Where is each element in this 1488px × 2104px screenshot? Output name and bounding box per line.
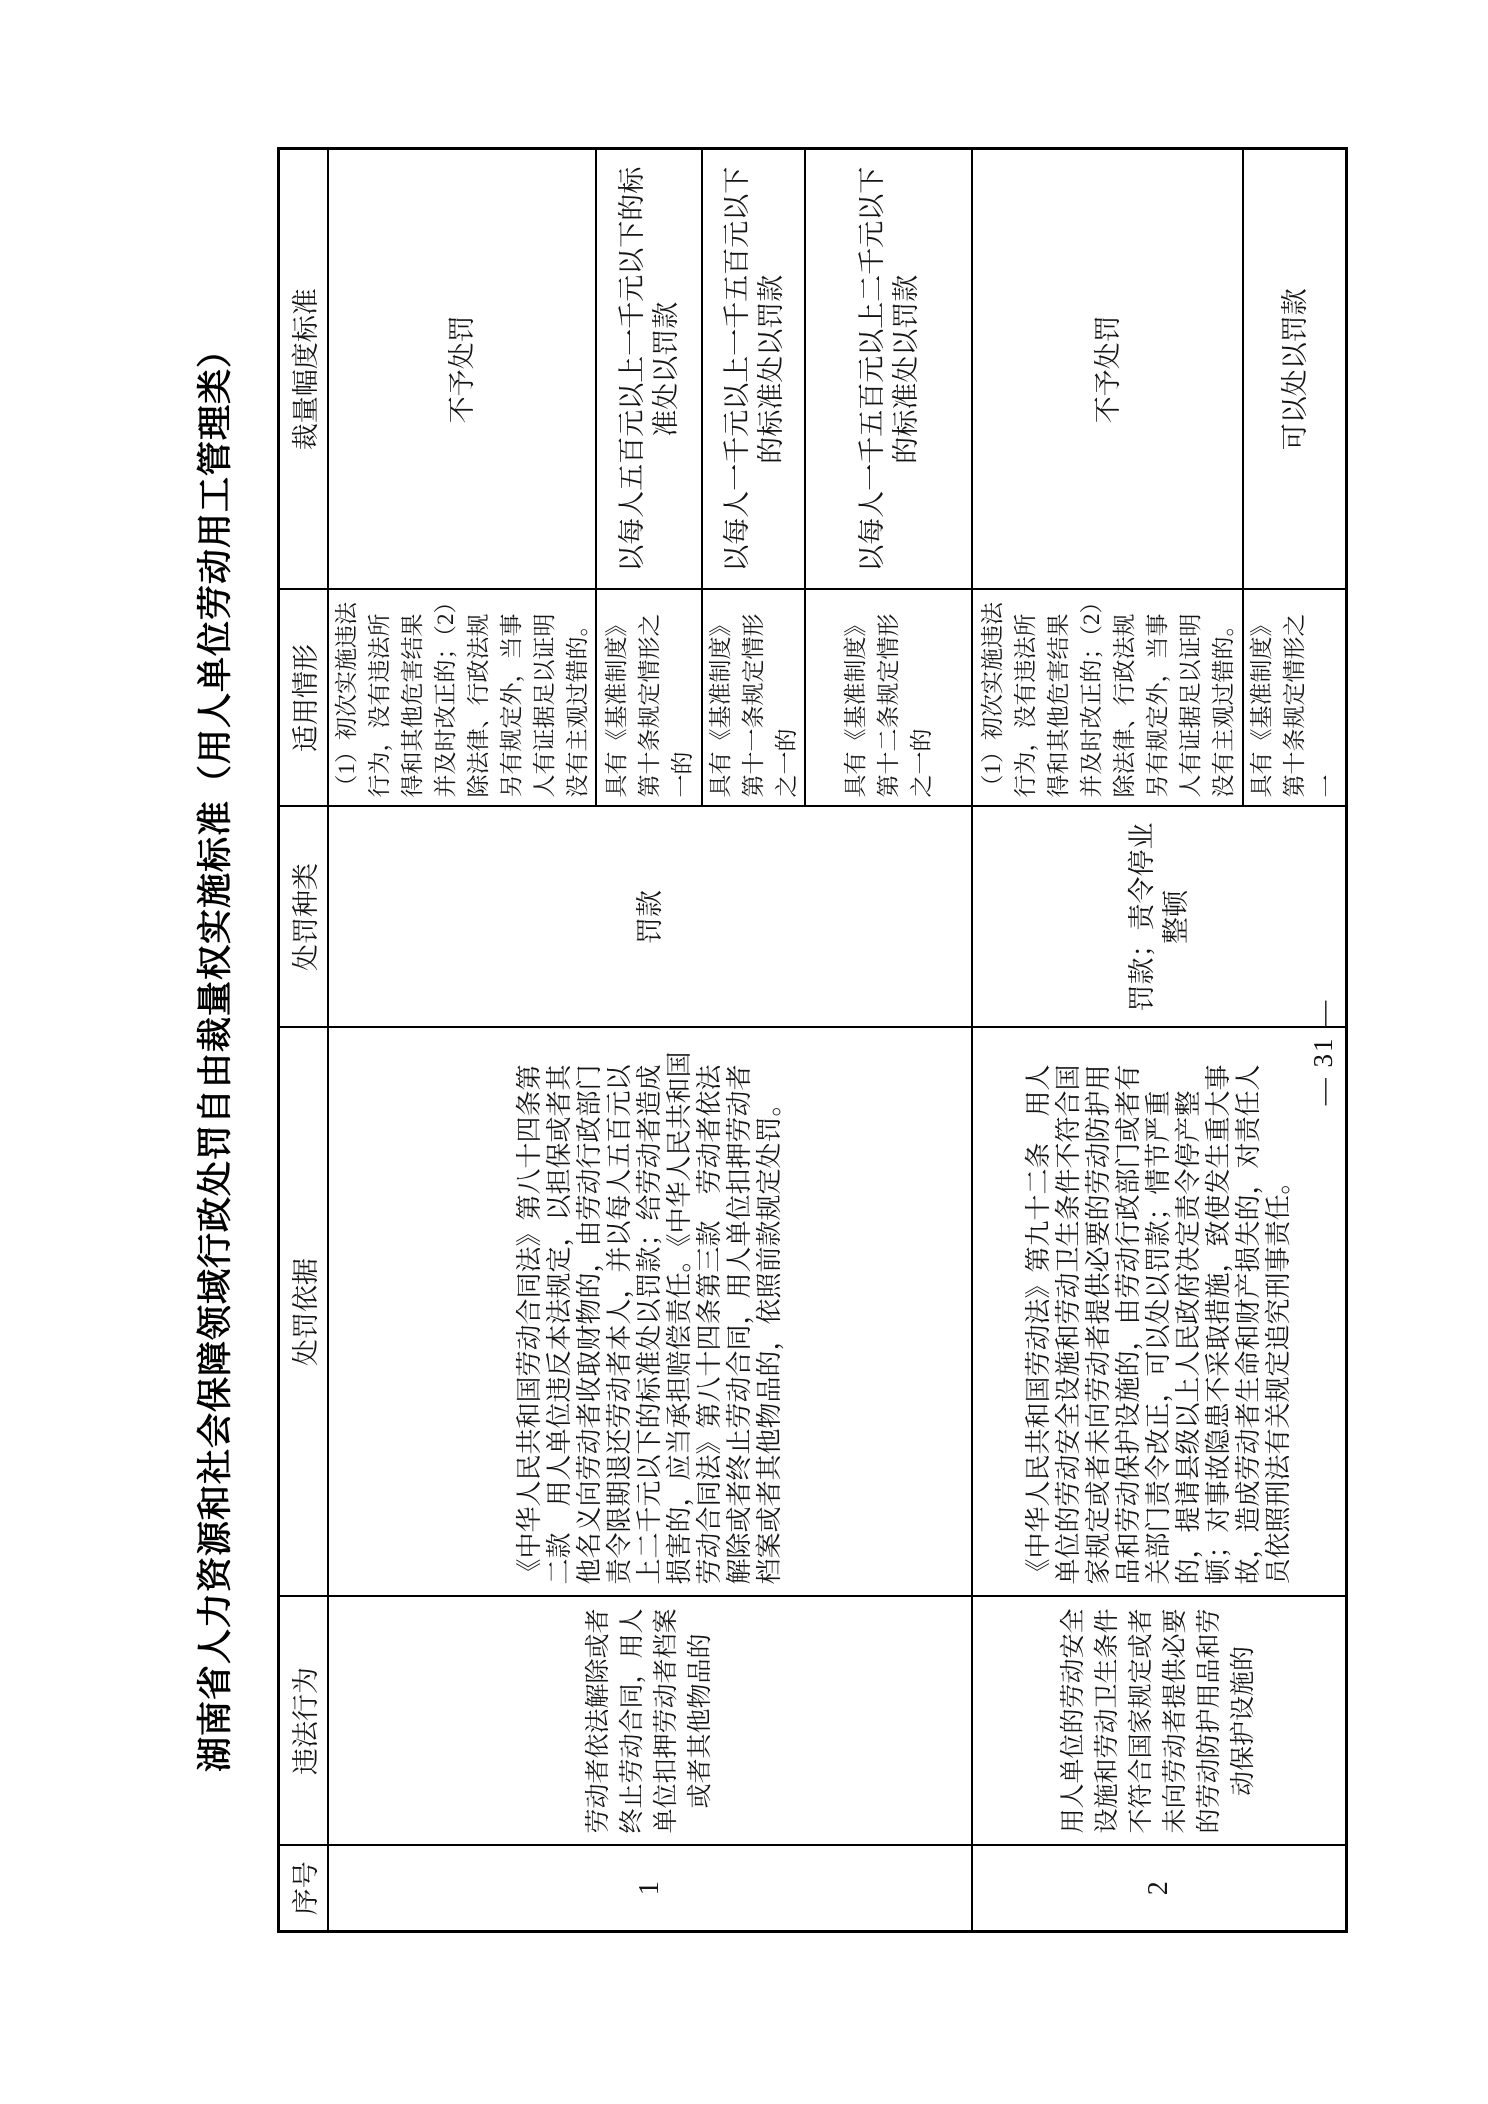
cell-row1-tier4-standard: 以每人一千五百元以上二千元以下的标准处以罚款: [805, 149, 972, 590]
cell-row1-tier2-situation: 具有《基准制度》第十条规定情形之一的: [596, 590, 702, 807]
cell-row1-tier1-situation: （1）初次实施违法行为，没有违法所得和其他危害结果并及时改正的；（2）除法律、行政法规另有规定外，当事人有证据足以证明没有主观过错的。: [328, 590, 596, 807]
cell-row1-penalty-basis: 《中华人民共和国劳动合同法》第八十四条第二款 用人单位违反本法规定，以担保或者其他名义向劳动者收取财物的，由劳动行政部门责令限期退还劳动者本人，并以每人五百元以上二千元以下的标准处以罚款；给劳动者造成损害的，应当承担赔偿责任。《中华人民共和国劳动合同法》第八十四条第三款 劳动者依法解除或者终止劳动合同，用人单位扣押劳动者档案或者其他物品的，依照前款规定处罚。: [328, 1028, 972, 1597]
document-title: 湖南省人力资源和社会保障领域行政处罚自由裁量权实施标准（用人单位劳动用工管理类）: [196, 332, 235, 1773]
row1-tier1: [328, 149, 596, 1932]
page-number: — 31 —: [1308, 998, 1338, 1106]
cell-row2-tier2-standard: 可以处以罚款: [1243, 149, 1347, 590]
cell-row1-serial-no: 1: [328, 1846, 972, 1932]
cell-row2-penalty-basis: 《中华人民共和国劳动法》第九十二条 用人单位的劳动安全设施和劳动卫生条件不符合国家规定或者未向劳动者提供必要的劳动防护用品和劳动保护设施的，由劳动行政部门或者有关部门责令改正，可以处以罚款；情节严重的，提请县级以上人民政府决定责令停产整顿；对事故隐患不采取措施，致使发生重大事故，造成劳动者生命和财产损失的，对责任人员依照刑法有关规定追究刑事责任。: [972, 1028, 1347, 1597]
cell-row2-tier1-situation: （1）初次实施违法行为，没有违法所得和其他危害结果并及时改正的；（2）除法律、行政法规另有规定外，当事人有证据足以证明没有主观过错的。: [972, 590, 1243, 807]
cell-row2-tier1-standard: 不予处罚: [972, 149, 1243, 590]
col-header-penalty-basis: 处罚依据: [279, 1028, 329, 1597]
cell-row1-tier4-situation: 具有《基准制度》第十二条规定情形之一的: [805, 590, 972, 807]
cell-row1-tier3-situation: 具有《基准制度》第十一条规定情形之一的: [702, 590, 805, 807]
cell-row2-tier2-situation: 具有《基准制度》第十条规定情形之一: [1243, 590, 1347, 807]
col-header-discretion-standard: 裁量幅度标准: [279, 149, 329, 590]
cell-row1-tier1-standard: 不予处罚: [328, 149, 596, 590]
row2-tier1: [972, 149, 1243, 1932]
col-header-serial-no: 序号: [279, 1846, 329, 1932]
cell-row2-violation: 用人单位的劳动安全设施和劳动卫生条件不符合国家规定或者未向劳动者提供必要的劳动防护用品和劳动保护设施的: [972, 1597, 1347, 1846]
col-header-applicable-situation: 适用情形: [279, 590, 329, 807]
penalty-discretion-table: [277, 147, 1348, 1933]
col-header-penalty-type: 处罚种类: [279, 807, 329, 1028]
cell-row1-tier3-standard: 以每人一千元以上一千五百元以下的标准处以罚款: [702, 149, 805, 590]
col-header-violation: 违法行为: [279, 1597, 329, 1846]
cell-row1-violation: 劳动者依法解除或者终止劳动合同，用人单位扣押劳动者档案或者其他物品的: [328, 1597, 972, 1846]
table-header-row: [279, 149, 329, 1932]
cell-row1-penalty-type: 罚款: [328, 807, 972, 1028]
cell-row2-penalty-type: 罚款；责令停业整顿: [972, 807, 1347, 1028]
cell-row1-tier2-standard: 以每人五百元以上一千元以下的标准处以罚款: [596, 149, 702, 590]
cell-row2-serial-no: 2: [972, 1846, 1347, 1932]
